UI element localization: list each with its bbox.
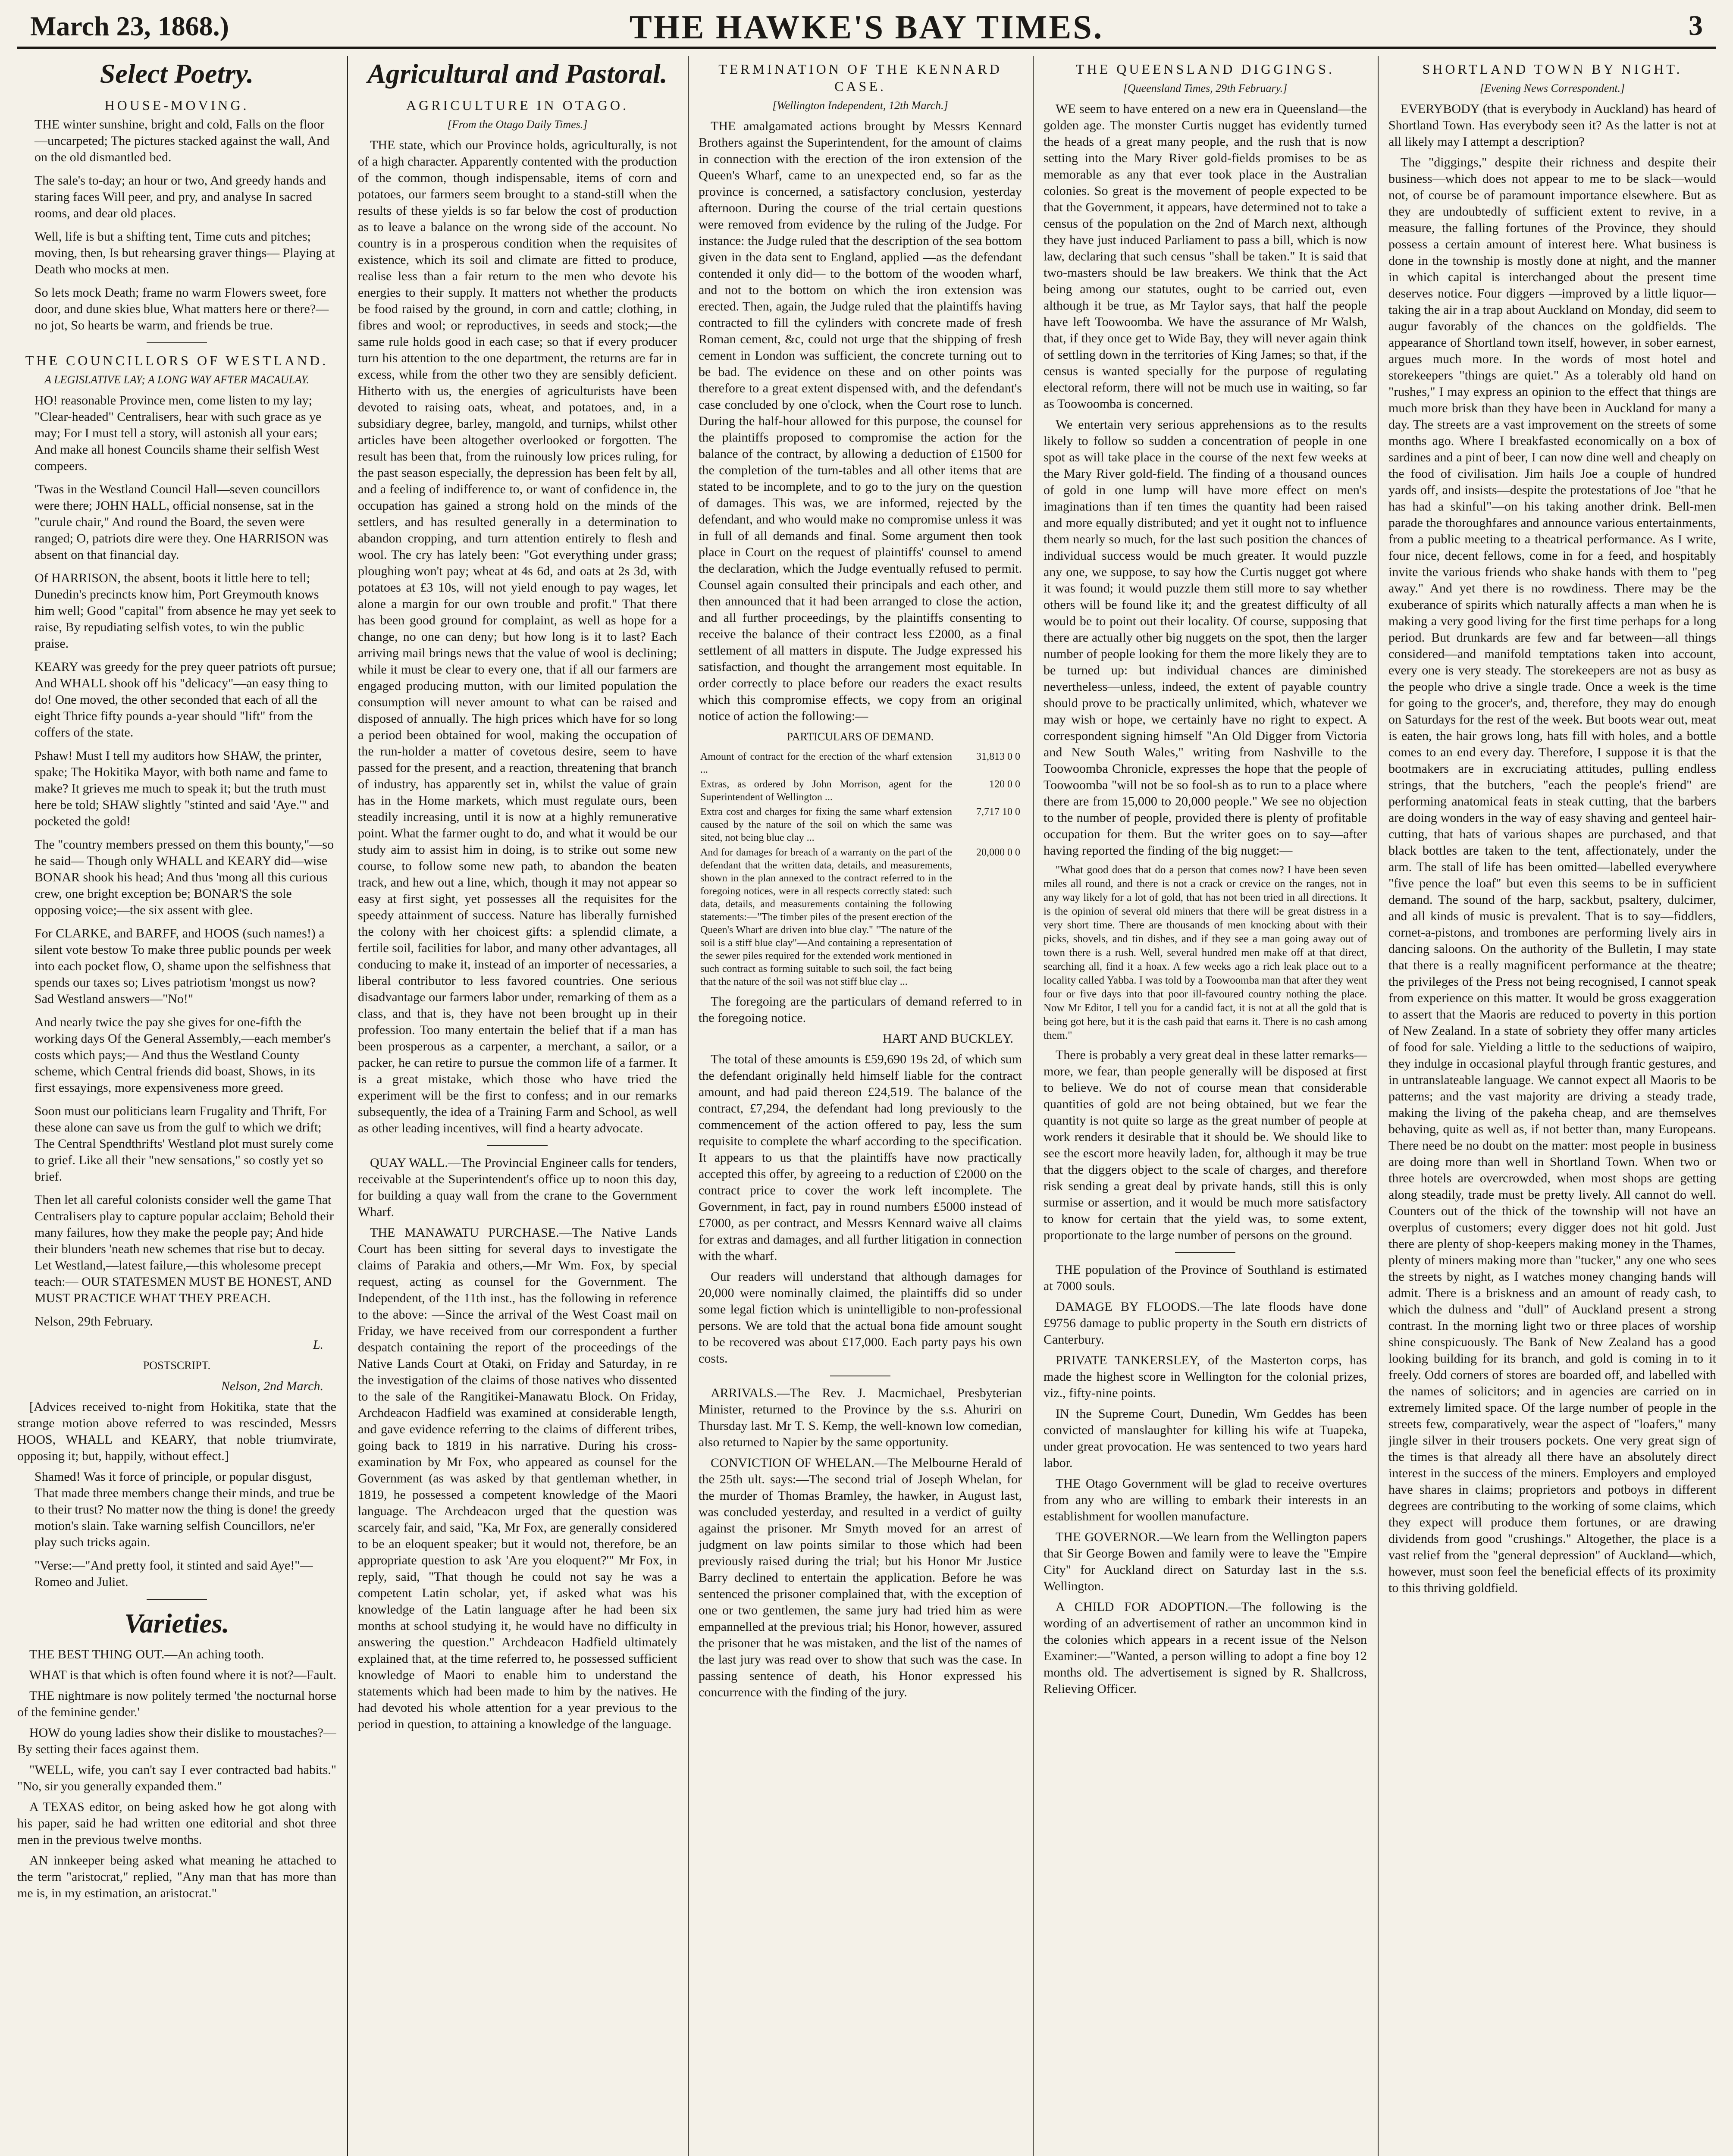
page-number: 3 bbox=[1689, 10, 1703, 41]
article-paragraph: WE seem to have entered on a new era in Queensland—the golden age. The monster Curtis nugget has evidently turned the heads of a great many people, and the rush that is now setting into the Mary River gold-fields promises to be as memorable as any that ever took place in the Australian colonies. So great is the movement of people expected to be that the Government, it appears, have determined not to take a census of the population on the 2nd of March next, although they have just induced Parliament to pass a bill, which is now law, declaring that such census "shall be taken." It is said that two-masters should be law breakers. We think that the Act being among our statutes, ought to be carried out, even although it be true, as Mr Taylor says, that half the people have left Toowoomba. We have the assurance of Mr Walsh, that, if they once get to Wide Bay, they will never again think of settling down in the territories of King James; so that, if the census is wanted specially for the purpose of regulating electoral reform, there will not be much use in waiting, so far as Toowoomba is concerned. bbox=[1044, 102, 1367, 411]
divider bbox=[1175, 1252, 1235, 1253]
postscript-dateline: Nelson, 2nd March. bbox=[221, 1379, 323, 1393]
variety-item: WHAT is that which is often found where it is not?—Fault. bbox=[29, 1668, 336, 1682]
poem-subtitle: A LEGISLATIVE LAY; A LONG WAY AFTER MACAULAY. bbox=[44, 373, 309, 386]
news-item: PRIVATE TANKERSLEY, of the Masterton corps, has made the highest score in Wellington for the colonial prizes, viz., fifty-nine points. bbox=[1044, 1353, 1367, 1400]
article-paragraph: The total of these amounts is £59,690 19s 2d, of which sum the defendant originally held himself liable for the contract amount, and had paid thereon £24,519. The balance of the contract, £7,294, the defendant had long previously to the commencement of the action offered to pay, less the sum requisite to complete the wharf according to the specification. It appears to us that the plaintiffs have now practically accepted this offer, by agreeing to a reduction of £2000 on the contract price to cover the work left incomplete. The Government, in fact, pay in round numbers £5000 instead of £7000, as per contract, and Messrs Kennard waive all claims for extras and damages, and all further litigation in connection with the wharf. bbox=[699, 1052, 1022, 1263]
columns bbox=[17, 56, 1716, 2156]
poem-stanza: Well, life is but a shifting tent, Time cuts and pitches; moving, then, Is but rehearsing graver things— Playing at Death who mocks at men. bbox=[34, 229, 335, 276]
column-3 bbox=[699, 56, 1022, 2156]
article-paragraph: THE amalgamated actions brought by Messrs Kennard Brothers against the Superintendent, for the amount of claims in connection with the erection of the iron extension of the Queen's Wharf, came to an unexpected end, so far as the province is concerned, a satisfactory conclusion, yesterday afternoon. During the course of the trial certain questions were removed from evidence by the ruling of the Judge. For instance: the Judge ruled that the description of the sea bottom given in the data sent to England, applied —as the defendant contended it only did— to the bottom of the wooden wharf, and not to the bottom on which the iron extension was erected. Then, again, the Judge ruled that the plaintiffs having contracted to fill the cylinders with concrete made of fresh Roman cement, &c, could not urge that the shipping of fresh cement in London was sufficient, the concrete turning out to be bad. The evidence on these and on other points was therefore to a great extent dispensed with, and the defendant's case concluded by one o'clock, when the Court rose to lunch. During the half-hour allowed for this purpose, the counsel for the plaintiffs proposed to compromise the action for the balance of the contract, by allowing a deduction of £1500 for the completion of the turn-tables and all other items that are stated to be incomplete, and to go to the jury on the question of damages. This was, we are informed, rejected by the defendant, and who would make no compromise unless it was in full of all demands and final. Some argument then took place in Court on the request of plaintiffs' counsel to amend the declaration, which the Judge eventually refused to permit. Counsel again consulted their principals and each other, and then announced that it had been arranged to close the action, and all further proceedings, by the plaintiffs consenting to receive the balance of their contract less £2000, as a final settlement of all matters in dispute. The Judge expressed his satisfaction, and thought the arrangement most equitable. In order correctly to place before our readers the exact results which this compromise effects, we copy from an original notice of action the following:— bbox=[699, 119, 1022, 723]
poem-stanza: The "country members pressed on them this bounty,"—so he said— Though only WHALL and KEARY did—wise BONAR shook his head; And thus 'mong all this curious crew, one bright exception be; BONAR'S the sole opposing voice;—the six assent with glee. bbox=[34, 837, 334, 917]
column-5 bbox=[1388, 56, 1716, 2156]
news-item: IN the Supreme Court, Dunedin, Wm Geddes has been convicted of manslaughter for killing his wife at Tuapeka, under great provocation. He was sentenced to two years hard labor. bbox=[1044, 1407, 1367, 1470]
column-divider bbox=[688, 56, 689, 2156]
news-item: CONVICTION OF WHELAN.—The Melbourne Herald of the 25th ult. says:—The second trial of Joseph Whelan, for the murder of Thomas Bramley, the hawker, in August last, was concluded yesterday, and resulted in a verdict of guilty against the prisoner. Mr Smyth moved for an arrest of judgment on law points similar to those which had been previously raised during the trial; but his Honor Mr Justice Barry declined to entertain the application. Before he was sentenced the prisoner complained that, with the exception of one or two gentlemen, the same jury had tried him as were empannelled at the previous trial; his Honor, however, assured the prisoner that he was mistaken, and the list of the names of the last jury was read over to show that such was the case. In passing sentence of death, his Honor expressed his concurrence with the finding of the jury. bbox=[699, 1456, 1022, 1699]
article-paragraph: THE state, which our Province holds, agriculturally, is not of a high character. Apparently contented with the production of the common, though indispensable, items of corn and potatoes, our farmers seem brought to a stand-still when the results of these yields is so far below the cost of production as to leave a balance on the wrong side of the account. No country is in a prosperous condition when the requisites of existence, which its soil and climate are fitted to produce, realise less than a fair return to the men who devote his energies to their supply. It matters not whether the products be food raised by the ground, in corn and cattle; clothing, in fibres and wool; or reproductives, in seeds and stock;—the same rule holds good in each case; so that if every producer turn his attention to the one department, the returns are far in excess, while from the other two they are sensibly deficient. Hitherto with us, the energies of agriculturists have been devoted to raising oats, wheat, and potatoes, and, in a subsidiary degree, barley, mangold, and turnips, whilst other articles have been altogether overlooked or forgotten. The result has been that, from the ruinously low prices ruling, for the past season especially, the depression has been felt by all, and a feeling of indifference to, or want of confidence in, the occupation has gained a strong hold on the minds of the settlers, and has resulted generally in a determination to abandon cropping, and turn attention entirely to flesh and wool. The cry has lately been: "Got everything under grass; ploughing won't pay; wheat at 4s 6d, and oats at 2s 3d, with potatoes at £3 10s, will not yield enough to pay wages, let alone a margin for our own trouble and profit." That there has been good ground for complaint, as well as hope for a change, no one can deny; but how long is it to last? Each arriving mail brings news that the value of wool is declining; while it must be clear to every one, that if all our farmers are engaged producing mutton, with our limited population the consumption will never amount to what can be raised and disposed of annually. The high prices which have for so long a period been obtained for wool, making the occupation of the run-holder a matter of covetous desire, seem to have passed for the present, and a reaction, threatening that branch of industry, has apparently set in, whilst the value of grain has in the Home markets, which must regulate ours, been steadily increasing, until it is now at a highly remunerative point. What the farmer ought to do, and what it would be our study aim to assist him in doing, is to strike out some new course, to follow some new path, to abandon the beaten track, and hew out a line, which, though it may not appear so easy at first sight, yet possesses all the requisites for the speedy attainment of success. Nature has liberally furnished the colony with her choicest gifts: a splendid climate, a fertile soil, facilities for labor, and many other advantages, all conducing to make it, instead of an importer of necessaries, a liberal contributor to less favored countries. One serious disadvantage our farmers labor under, remarking of them as a class, and that is, they have not been brought up in their profession. Too many entertain the belief that if a man has been prosperous as a carpenter, a merchant, a sailor, or a packer, he can retire to pursue the common life of a farmer. It is a great mistake, which those who have tried the experiment will be the first to confess; and in our remarks subsequently, the idea of a Training Farm and School, as well as other leading incentives, will find a hearty advocate. bbox=[358, 138, 677, 1135]
poem-stanza: 'Twas in the Westland Council Hall—seven councillors were there; JOHN HALL, official nonsense, sat in the "curule chair," And round the Board, the seven were ranged; O, patriots dire were they. One HARRISON was absent on that financial day. bbox=[34, 482, 329, 562]
ledger-item: Amount of contract for the erection of the wharf extension ... bbox=[700, 751, 952, 775]
footnote: "Verse:—"And pretty fool, it stinted and said Aye!"—Romeo and Juliet. bbox=[34, 1558, 313, 1589]
table-row bbox=[699, 749, 1022, 777]
ledger-amount: 31,813 0 0 bbox=[976, 751, 1020, 762]
divider bbox=[487, 1145, 548, 1146]
article-source: [From the Otago Daily Times.] bbox=[447, 118, 588, 131]
article-title: SHORTLAND TOWN BY NIGHT. bbox=[1422, 61, 1683, 77]
poem-stanza: HO! reasonable Province men, come listen to my lay; "Clear-headed" Centralisers, hear with such grace as ye may; For I must tell a story, will astonish all your ears; And make all honest Councils shame their selfish West compeers. bbox=[34, 393, 322, 473]
article-paragraph: The "diggings," despite their richness and despite their business—which does not appear to me to be slack—would not, of course be of paramount importance elsewhere. But as they are undoubtedly of sufficient extent to revive, in a measure, the falling fortunes of the Province, they should possess a certain amount of interest here. What business is done in the township is mostly done at night, and the manner in which capital is interchanged about the present time deserves notice. Four diggers —improved by a little liquor—taking the air in a trap about Auckland on Monday, did seem to augur favorably of the chances on the goldfields. The appearance of Shortland town itself, however, in sober earnest, argues much more. In the words of most hotel and storekeepers "things are quiet." As a tolerably old hand on "rushes," I may express an opinion to the effect that things are much more brisk than they have been in Auckland for many a day. The streets are a vast improvement on the streets of some months ago. Where I breakfasted economically on a box of sardines and a pint of beer, I can now dine well and cheaply on the food of civilisation. Jim hails Joe a couple of hundred yards off, and insists—despite the protestations of Joe "that he has had a skinful"—on his taking another drink. Bell-men parade the thoroughfares and announce various entertainments, from a public meeting to a theatrical performance. As I write, four nice, decent fellows, come in for a feed, and hospitably invite the various friends who shake hands with them to "peg away." And yet there is no rowdiness. There may be the exuberance of spirits which naturally affects a man when he is making a very good living for the first time perhaps for a long period. But drunkards are few and far between—all things considered—and manifold temptations taken into account, every one is very steady. The storekeepers are not as busy as the people who drive a single trade. Once a week is the time for going to the grocer's, and, therefore, they may do enough on Saturdays for the rest of the week. But boots wear out, meat is eaten, the hair grows long, hats fill with holes, and a bottle comes to an end every day. Therefore, I suppose it is that the bootmakers are in excruciating attitudes, pulling endless strings, that the butchers, "each the people's friend" are performing anatomical feats in steak cutting, that the barbers are doing wonders in the way of easy shaving and genteel hair-cutting, that hats of various shapes are purchased, and that black bottles are taken to the tent, affectionately, under the arm. The stall of life has been omitted—labelled everywhere "five pence the loaf" but even this seems to be in sufficient demand. The sound of the harp, sackbut, psaltery, dulcimer, and all kinds of music is prevalent. That is to say—fiddlers, cornet-a-pistons, and trombones are performing lively airs in dancing saloons. On the authority of the Bulletin, I may state that there is a really magnificent performance at the theatre; the privileges of the Press not being recognised, I cannot speak from experience on this matter. It would be gross exaggeration to assert that the Maoris are reduced to poverty in this portion of New Zealand. In a state of sobriety they offer many articles of food for sale. Yielding a little to the seductions of waipiro, they indulge in occasional playful through frantic gestures, and in untranslateable language. We cannot expect all Maoris to be patterns; and the vast majority are driving a steady trade, making the living of the pakeha cheap, and are themselves behaving, quite as well as, if not better than, many Europeans. There need be no doubt on the matter: most people in business are doing more than well in Shortland Town. When two or three hotels are overcrowded, when most shops are getting along steadily, trade must be pretty lively. All cannot do well. Counters out of the thick of the township will not have an overplus of customers; every digger does not hit gold. Just there are plenty of shop-keepers making money in the Thames, plenty of miners making more than "tucker," any one who sees the streets by night, as I watches money changing hands will admit. There is a briskness and an amount of ready cash, to which the dulness and "dull" of Auckland present a strong contrast. In the morning light two or three places of worship shine conspicuously. The Bank of New Zealand has a good looking building for its branch, and gold is coming in to it freely. Odd corners of stores are boarded off, and labelled with the names of solicitors; and in agencies are carried on in extremely limited space. Of the large number of people in the streets few, comparatively, wear the aspect of "loafers," many jingle silver in their trousers pockets. One very great sign of the times is that already all there have an absolutely direct interest in the success of the miners. Employers and employed have shares in claims; proprietors and potboys in different degrees are contributing to the working of some claims, which they expect will produce them fortunes, or are drawing dividends from good "crushings." Altogether, the place is a vast relief from the "general depression" of Auckland—which, however, must soon feel the beneficial effects of its proximity to this thriving goldfield. bbox=[1388, 155, 1716, 1595]
poem-stanza: The sale's to-day; an hour or two, And greedy hands and staring faces Will peer, and pry, and analyse In sacred rooms, and dear old places. bbox=[34, 173, 326, 220]
section-title-varieties: Varieties. bbox=[124, 1608, 229, 1639]
column-4 bbox=[1044, 56, 1367, 2156]
column-divider bbox=[1378, 56, 1379, 2156]
divider bbox=[147, 1599, 207, 1600]
news-item: QUAY WALL.—The Provincial Engineer calls for tenders, receivable at the Superintendent's office up to noon this day, for building a quay wall from the crane to the Government Wharf. bbox=[358, 1156, 677, 1219]
poem-stanza: And nearly twice the pay she gives for one-fifth the working days Of the General Assembly,—each member's costs which pays;— And thus the Westland County scheme, which Central friends did boast, Shows, in its first essayings, more expensiveness more greed. bbox=[34, 1015, 331, 1095]
postscript-verse: Shamed! Was it force of principle, or popular disgust, That made three members change their minds, and true be to their trust? No matter now the thing is done! the greedy motion's slain. Take warning selfish Councillors, ne'er play such tricks again. bbox=[34, 1470, 335, 1549]
postscript-label: POSTSCRIPT. bbox=[143, 1359, 211, 1372]
article-paragraph: EVERYBODY (that is everybody in Auckland) has heard of Shortland Town. Has everybody seen it? As the latter is not at all likely may I attempt a description? bbox=[1388, 102, 1716, 149]
news-item: DAMAGE BY FLOODS.—The late floods have done £9756 damage to public property in the South ern districts of Canterbury. bbox=[1044, 1300, 1367, 1347]
article-source: [Evening News Correspondent.] bbox=[1479, 82, 1625, 94]
news-item: ARRIVALS.—The Rev. J. Macmichael, Presbyterian Minister, returned to the Province by the s.s. Ahuriri on Thursday last. Mr T. S. Kemp, the well-known low comedian, also returned to Napier by the same opportunity. bbox=[699, 1386, 1022, 1449]
poem-stanza: So lets mock Death; frame no warm Flowers sweet, fore door, and dune skies blue, What matters here or there?—no jot, So hearts be warm, and friends be true. bbox=[34, 285, 329, 332]
news-item: THE Otago Government will be glad to receive overtures from any who are willing to embark their interests in an establishment for woollen manufacture. bbox=[1044, 1476, 1367, 1523]
column-2 bbox=[358, 56, 677, 2156]
column-divider bbox=[347, 56, 348, 2156]
poem-title: HOUSE-MOVING. bbox=[104, 97, 249, 113]
variety-item: A TEXAS editor, on being asked how he got along with his paper, said he had written one editorial and shot three men in the previous twelve months. bbox=[17, 1800, 336, 1847]
news-item: THE GOVERNOR.—We learn from the Wellington papers that Sir George Bowen and family were to leave the "Empire City" for Auckland direct on Saturday last in the s.s. Wellington. bbox=[1044, 1530, 1367, 1593]
article-title: THE QUEENSLAND DIGGINGS. bbox=[1076, 61, 1335, 77]
table-row bbox=[699, 805, 1022, 845]
article-title: AGRICULTURE IN OTAGO. bbox=[406, 97, 629, 113]
poem-stanza: For CLARKE, and BARFF, and HOOS (such names!) a silent vote bestow To make three public pounds per week into each pocket flow, O, shame upon the selfishness that spends our taxes so; Lives patriotism 'mongst us now? Sad Westland answers—"No!" bbox=[34, 926, 332, 1006]
variety-item: HOW do young ladies show their dislike to moustaches?—By setting their faces against them. bbox=[17, 1726, 336, 1756]
signature: HART AND BUCKLEY. bbox=[883, 1031, 1013, 1046]
article-title: TERMINATION OF THE KENNARD CASE. bbox=[718, 61, 1002, 94]
table-row bbox=[699, 845, 1022, 989]
ledger-amount: 120 0 0 bbox=[989, 779, 1020, 790]
ledger-amount: 7,717 10 0 bbox=[976, 806, 1020, 818]
column-1 bbox=[17, 56, 336, 2156]
table-row bbox=[699, 777, 1022, 805]
ledger-amount: 20,000 0 0 bbox=[976, 847, 1020, 858]
ledger-note: The foregoing are the particulars of demand referred to in the foregoing notice. bbox=[699, 994, 1022, 1025]
divider bbox=[147, 342, 207, 343]
newspaper-title: THE HAWKE'S BAY TIMES. bbox=[629, 8, 1104, 46]
article-paragraph: There is probably a very great deal in these latter remarks—more, we fear, than people generally will be disposed at first to believe. We do not of course mean that considerable quantities of gold are not being obtained, but we fear the quantity is not quite so large as the great number of people at work renders it desirable that it should be. We should like to see the escort more heavily laden, for, although it may be true that the diggers object to the scale of charges, and therefore risk sending a great deal by private hands, still this is only surmise or assertion, and it would be much more satisfactory to know for certain that the yield was, to some extent, proportionate to the large number of persons on the ground. bbox=[1044, 1048, 1367, 1242]
variety-item: THE nightmare is now politely termed 'the nocturnal horse of the feminine gender.' bbox=[17, 1689, 336, 1719]
ledger-item: And for damages for breach of a warranty on the part of the defendant that the written data, details, and measurements, shown in the plan annexed to the contract referred to in the foregoing notices, were in all respects correctly stated: such data, details, and measurements containing the following statements:—"The timber piles of the present erection of the Queen's Wharf are driven into blue clay." "The nature of the soil is a stiff blue clay"—And containing a representation of the sewer piles required for the extended work mentioned in such contract as forming suitable to such soil, the fact being that the nature of the soil was not stiff blue clay ... bbox=[700, 847, 952, 987]
article-source: [Wellington Independent, 12th March.] bbox=[772, 99, 948, 112]
demand-table bbox=[699, 749, 1022, 989]
article-source: [Queensland Times, 29th February.] bbox=[1123, 82, 1288, 94]
section-title-poetry: Select Poetry. bbox=[100, 58, 254, 89]
variety-item: "WELL, wife, you can't say I ever contracted bad habits." "No, sir you generally expanded them." bbox=[17, 1763, 336, 1793]
poem-stanza: THE winter sunshine, bright and cold, Falls on the floor—uncarpeted; The pictures stacked against the wall, And on the old dismantled bed. bbox=[34, 117, 330, 164]
section-title-agricultural: Agricultural and Pastoral. bbox=[367, 58, 668, 89]
poem-stanza: KEARY was greedy for the prey queer patriots oft pursue; And WHALL shook off his "delicacy"—an easy thing to do! One moved, the other seconded that each of all the eight Thrice fifty pounds a-year should "lift" from the coffers of the state. bbox=[34, 660, 336, 740]
poem-stanza: Then let all careful colonists consider well the game That Centralisers play to capture popular acclaim; Behold their many failures, how they make the people pay; And hide their blunders 'neath new schemes that rise but to decay. Let Westland,—latest failure,—this wholesome precept teach:— OUR STATESMEN MUST BE HONEST, AND MUST PRACTICE WHAT THEY PREACH. bbox=[34, 1193, 334, 1305]
postscript-note: [Advices received to-night from Hokitika, state that the strange motion above referred to was rescinded, Messrs HOOS, WHALL and KEARY, that noble triumvirate, opposing it; but, happily, without effect.] bbox=[17, 1400, 336, 1463]
article-quote: "What good does that do a person that comes now? I have been seven miles all round, and there is not a crack or crevice on the ranges, not in any way likely for a lot of gold, that has not been tried in all directions. It is the opinion of several old miners that there will be great distress in a very short time. There are thousands of men knocking about with their picks, shovels, and tin dishes, and if they see a man going away out of town there is a rush. Well, several hundred men make off at that direct, searching all, find it a hoax. A few weeks ago a rich leak place out to a locality called Yabba. I was told by a Toowoomba man that after they went four or five days into that poor ill-favoured country nothing the place. Now Mr Editor, I tell you for a candid fact, it is not at all the gold that is being got here, but it is the cash paid that earns it. There is no cash among them." bbox=[1044, 864, 1367, 1041]
variety-item: THE BEST THING OUT.—An aching tooth. bbox=[29, 1647, 264, 1661]
article-paragraph: Our readers will understand that although damages for 20,000 were nominally claimed, the plaintiffs did so under some legal fiction which is unintelligible to non-professional persons. We are told that the actual bona fide amount sought to be recovered was about £17,000. Each party pays his own costs. bbox=[699, 1269, 1022, 1366]
masthead bbox=[17, 8, 1716, 49]
article-paragraph: We entertain very serious apprehensions as to the results likely to follow so sudden a concentration of people in one spot as will take place in the course of the next few weeks at the Mary River gold-field. The finding of a thousand ounces of gold in one lump will have more effect on men's imaginations than if ten times the quantity had been raised and more equally distributed; and yet it ought not to influence them nearly so much, for the last such position the chances of individual success would be much greater. It would puzzle any one, we suppose, to say how the Curtis nugget got where it was found; it would puzzle them still more to say whether others will be found like it; and the greatest difficulty of all would be to point out their locality. Of course, supposing that there are actually other big nuggets on the spot, then the larger number of people looking for them the more likely they are to be turned up: but individual chances are diminished nevertheless—unless, indeed, the extent of payable country should prove to be practically unlimited, which, whatever we may wish or hope, we certainly have no right to expect. A correspondent signing himself "An Old Digger from Victoria and New South Wales," writing from Nashville to the Toowoomba Chronicle, expresses the hope that the people of Toowoomba "will not be so fool-sh as to run to a place where there are from 15,000 to 20,000 people." We see no objection to the number of people, provided there is plenty of profitable occupation for them. But the writer goes on to say—after having reported the finding of the big nugget:— bbox=[1044, 417, 1367, 858]
ledger-item: Extras, as ordered by John Morrison, agent for the Superintendent of Wellington ... bbox=[700, 779, 952, 803]
poem-stanza: Soon must our politicians learn Frugality and Thrift, For these alone can save us from the gulf to which we drift; The Central Spendthrifts' Westland plot must surely come to grief. Like all their "new sensations," so costly yet so brief. bbox=[34, 1104, 334, 1184]
issue-date: March 23, 1868.) bbox=[30, 11, 229, 41]
poem-title: THE COUNCILLORS OF WESTLAND. bbox=[25, 353, 329, 368]
ledger-item: Extra cost and charges for fixing the same wharf extension caused by the nature of the soil on which the same was sited, not being blue clay ... bbox=[700, 806, 952, 843]
news-item: THE population of the Province of Southland is estimated at 7000 souls. bbox=[1044, 1263, 1367, 1293]
news-item: A CHILD FOR ADOPTION.—The following is the wording of an advertisement of rather an uncommon kind in the colonies which appears in a recent issue of the Nelson Examiner:—"Wanted, a person willing to adopt a fine boy 12 months old. The advertisement is signed by R. Shallcross, Relieving Officer. bbox=[1044, 1600, 1367, 1696]
poem-stanza: Of HARRISON, the absent, boots it little here to tell; Dunedin's precincts know him, Port Greymouth knows him well; Good "capital" from absence he may yet seek to raise, By repudiating selfish votes, to win the public praise. bbox=[34, 571, 336, 651]
particulars-heading: PARTICULARS OF DEMAND. bbox=[787, 730, 934, 743]
dateline: Nelson, 29th February. bbox=[34, 1314, 153, 1329]
column-divider bbox=[1033, 56, 1034, 2156]
author-initial: L. bbox=[313, 1338, 323, 1352]
news-item: THE MANAWATU PURCHASE.—The Native Lands Court has been sitting for several days to investigate the claims of Parakia and others,—Mr Wm. Fox, by special request, acting as counsel for the Government. The Independent, of the 11th inst., has the following in reference to the above: —Since the arrival of the West Coast mail on Friday, we have received from our correspondent a further despatch containing the report of the proceedings of the Native Lands Court at Otaki, on Friday and Saturday, in re the investigation of the claims of those natives who dissented to the sale of the Rangitikei-Manawatu Block. On Friday, Archdeacon Hadfield was examined at considerable length, and gave evidence referring to the claims of different tribes, going back to 1819 in his narrative. During his cross-examination by Mr Fox, who appeared as counsel for the Government (as was asked by that gentleman whether, in 1819, he possessed a competent knowledge of the Maori language. The Archdeacon urged that the question was scarcely fair, and said, "Ka, Mr Fox, are generally considered to be an eloquent speaker; but it would not, therefore, be an appropriate question to ask 'Are you eloquent?'" Mr Fox, in reply, said, "That though he could not say he was a competent Latin scholar, yet, if asked what was his knowledge of the Latin language after he had been six months at school studying it, he would have no difficulty in answering the question." Archdeacon Hadfield ultimately explained that, at the time referred to, he possessed sufficient knowledge of Maori to enable him to understand the statements which had been made to him by the natives. He had devoted his whole attention for a year previous to the period in question, to attaining a knowledge of the language. bbox=[358, 1225, 677, 1731]
poem-stanza: Pshaw! Must I tell my auditors how SHAW, the printer, spake; The Hokitika Mayor, with both name and fame to make? It grieves me much to speak it; but the truth must here be told; SHAW slightly "stinted and said 'Aye.'" and pocketed the gold! bbox=[34, 749, 329, 828]
variety-item: AN innkeeper being asked what meaning he attached to the term "aristocrat," replied, "Any man that has more than me is, in my estimation, an aristocrat." bbox=[17, 1853, 336, 1900]
